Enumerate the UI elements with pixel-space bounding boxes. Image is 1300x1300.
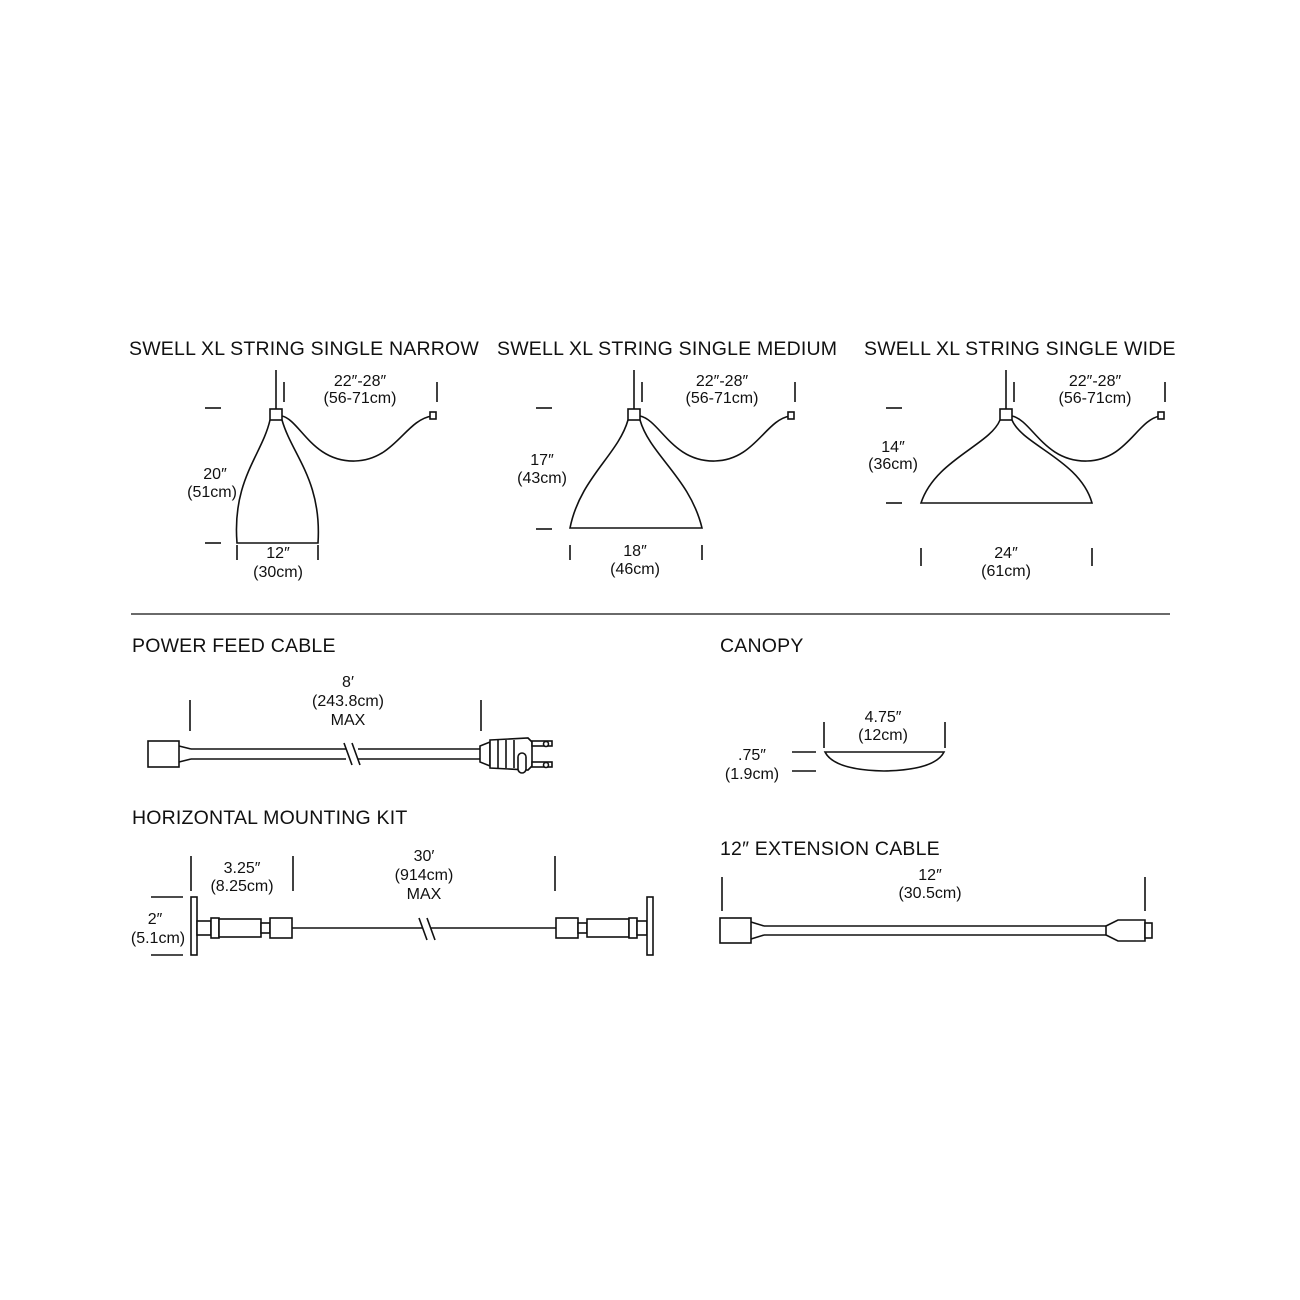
- cord-end: [788, 412, 794, 419]
- socket-cap: [270, 409, 282, 420]
- depth-cm: (1.9cm): [724, 766, 780, 783]
- prong-hole: [544, 763, 549, 768]
- fixture-wide-title: SWELL XL STRING SINGLE WIDE: [864, 338, 1176, 360]
- length-cm: (30.5cm): [898, 885, 962, 902]
- standoff-in: 3.25″: [223, 860, 261, 877]
- height-in: 14″: [881, 439, 905, 456]
- cord-end: [430, 412, 436, 419]
- plate-cm: (5.1cm): [130, 930, 186, 947]
- cord-length-cm: (56-71cm): [685, 390, 759, 407]
- horizontal-mounting-kit: [131, 807, 653, 955]
- cord-length-cm: (56-71cm): [323, 390, 397, 407]
- diameter-in: 4.75″: [864, 709, 902, 726]
- extension-cable: [720, 838, 1152, 943]
- standoff-body: [587, 919, 629, 937]
- male-connector: [1106, 920, 1145, 941]
- connector-taper: [179, 746, 191, 749]
- length-ft: 8′: [342, 674, 354, 691]
- width-in: 12″: [266, 545, 290, 562]
- fixture-narrow-title: SWELL XL STRING SINGLE NARROW: [129, 338, 480, 360]
- fixture-wide: [864, 338, 1176, 580]
- break-symbol: [344, 743, 360, 765]
- fixture-narrow: [129, 338, 479, 581]
- female-connector: [148, 741, 179, 767]
- cord-length-in: 22″-28″: [333, 373, 387, 390]
- height-cm: (51cm): [187, 484, 237, 501]
- ground-pin: [518, 753, 526, 773]
- cord-length-in: 22″-28″: [695, 373, 749, 390]
- height-in: 17″: [530, 452, 554, 469]
- wall-plate: [647, 897, 653, 955]
- standoff-body: [219, 919, 261, 937]
- width-cm: (61cm): [981, 563, 1031, 580]
- span-max: MAX: [406, 886, 442, 903]
- socket-cap: [628, 409, 640, 420]
- height-cm: (43cm): [517, 470, 567, 487]
- cord-end: [1158, 412, 1164, 419]
- power-feed-title: POWER FEED CABLE: [132, 635, 336, 657]
- wall-plate: [191, 897, 197, 955]
- medium-shade: [570, 420, 702, 528]
- standoff-link: [578, 923, 587, 933]
- standoff-cm: (8.25cm): [210, 878, 274, 895]
- span-cm: (914cm): [394, 867, 454, 884]
- width-in: 18″: [623, 543, 647, 560]
- female-connector: [720, 918, 751, 943]
- fixture-medium-title: SWELL XL STRING SINGLE MEDIUM: [497, 338, 838, 360]
- span-ft: 30′: [413, 848, 435, 865]
- wide-shade: [921, 420, 1092, 503]
- height-cm: (36cm): [868, 456, 918, 473]
- connector-tip: [1145, 923, 1152, 938]
- power-feed-cable: [132, 635, 552, 773]
- width-cm: (30cm): [253, 564, 303, 581]
- cord-curve: [282, 416, 432, 461]
- standoff-stem: [637, 921, 647, 935]
- length-max: MAX: [330, 712, 366, 729]
- connector-taper: [751, 935, 764, 939]
- standoff-stem: [197, 921, 211, 935]
- plug-neck: [480, 742, 490, 766]
- extension-title: 12″ EXTENSION CABLE: [720, 838, 940, 860]
- fixture-medium: [497, 338, 837, 578]
- cord-length-cm: (56-71cm): [1058, 390, 1132, 407]
- cable-gripper: [556, 918, 578, 938]
- prong-hole: [544, 742, 549, 747]
- break-symbol: [419, 918, 435, 940]
- plate-in: 2″: [147, 911, 163, 928]
- height-in: 20″: [203, 466, 227, 483]
- width-in: 24″: [994, 545, 1018, 562]
- mounting-kit-title: HORIZONTAL MOUNTING KIT: [132, 807, 408, 829]
- diameter-cm: (12cm): [858, 727, 908, 744]
- standoff-nut: [211, 918, 219, 938]
- length-in: 12″: [918, 867, 942, 884]
- socket-cap: [1000, 409, 1012, 420]
- connector-taper: [179, 759, 191, 762]
- cord-curve: [640, 416, 790, 461]
- length-cm: (243.8cm): [311, 693, 385, 710]
- canopy-title: CANOPY: [720, 635, 804, 657]
- cord-curve: [1012, 416, 1160, 461]
- width-cm: (46cm): [610, 561, 660, 578]
- cable-gripper: [270, 918, 292, 938]
- cord-length-in: 22″-28″: [1068, 373, 1122, 390]
- canopy-shape: [825, 752, 944, 771]
- depth-in: .75″: [738, 747, 766, 764]
- canopy: [720, 635, 945, 783]
- narrow-shade: [236, 420, 318, 543]
- connector-taper: [751, 922, 764, 926]
- standoff-nut: [629, 918, 637, 938]
- standoff-link: [261, 923, 270, 933]
